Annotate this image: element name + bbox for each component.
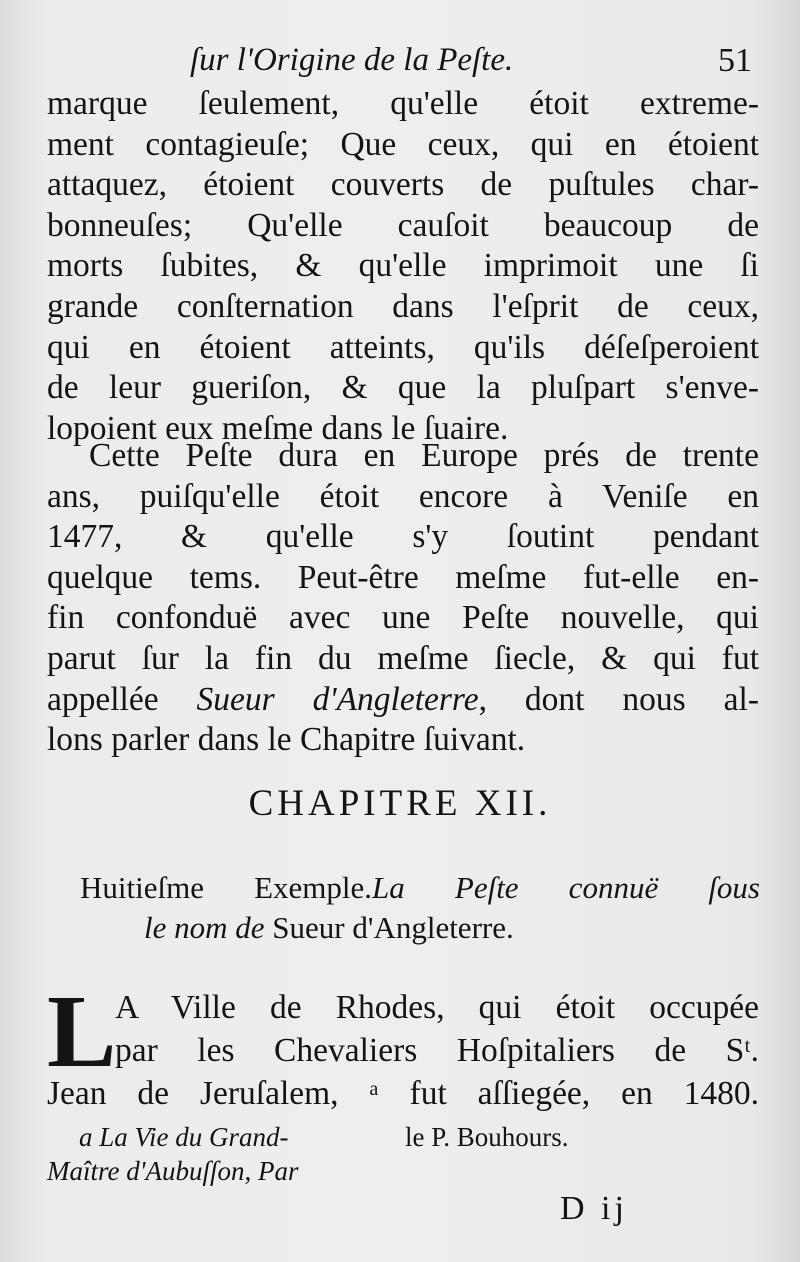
- chapter-heading: CHAPITRE XII.: [248, 783, 552, 824]
- text-fragment: appellée: [47, 680, 159, 718]
- subtitle-line: [80, 868, 760, 908]
- text-line: lons parler dans le Chapitre ſuivant.: [47, 721, 526, 759]
- text-line: parut ſur la fin du meſme ſiecle, & qui fut: [47, 639, 759, 677]
- text-line: Cette Peſte dura en Europe prés de trente: [89, 437, 759, 474]
- text-line: fin confonduë avec une Peſte nouvelle, qui: [47, 599, 759, 637]
- text-line: quelque tems. Peut-être meſme fut-elle en-: [47, 558, 759, 596]
- subtitle-roman: Huitieſme Exemple.: [80, 870, 373, 905]
- subtitle-roman: Sueur d'Angleterre.: [272, 910, 514, 945]
- footnote-a: a La Vie du Grand-: [79, 1122, 289, 1152]
- chapter-subtitle: [80, 868, 760, 948]
- drop-cap: L: [47, 974, 117, 1089]
- paragraph-2: [47, 436, 759, 761]
- text-line: bonneuſes; Qu'elle cauſoit beaucoup de: [47, 206, 759, 244]
- subtitle-italic: le nom de: [144, 910, 265, 945]
- paragraph-1: [47, 84, 759, 449]
- text-line: de leur gueriſon, & que la pluſpart s'enve-: [47, 369, 759, 407]
- text-line: lopoient eux meſme dans le ſuaire.: [47, 409, 509, 447]
- page-number: 51: [718, 42, 752, 79]
- subtitle-italic: La Peſte connuë ſous: [372, 870, 760, 905]
- footnote-a-continued: Maître d'Aubuſſon, Par: [47, 1156, 299, 1186]
- footnote-author: le P. Bouhours.: [405, 1122, 569, 1152]
- running-head: [0, 42, 800, 86]
- text-fragment: , dont nous al-: [478, 680, 759, 718]
- text-line: par les Chevaliers Hoſpitaliers de Sᵗ.: [115, 1032, 759, 1069]
- paragraph-3: [47, 974, 759, 1115]
- text-line: ment contagieuſe; Que ceux, qui en étoient: [47, 125, 759, 163]
- text-line: Jean de Jeruſalem, ᵃ fut aſſiegée, en 1480.: [47, 1075, 759, 1112]
- text-line: qui en étoient atteints, qu'ils déſeſperoient: [47, 328, 759, 366]
- text-line-with-italic: [47, 680, 759, 721]
- text-line: attaquez, étoient couverts de puſtules char-: [47, 166, 759, 204]
- subtitle-line: [80, 908, 760, 948]
- italic-term: Sueur d'Angleterre: [196, 680, 479, 718]
- text-line: ans, puiſqu'elle étoit encore à Veniſe en: [47, 477, 759, 515]
- running-head-title: ſur l'Origine de la Peſte.: [190, 42, 514, 78]
- text-line: morts ſubites, & qu'elle imprimoit une ſi: [47, 247, 759, 285]
- text-line: marque ſeulement, qu'elle étoit extreme-: [47, 85, 759, 122]
- text-line: 1477, & qu'elle s'y ſoutint pendant: [47, 518, 759, 556]
- text-line: grande conſternation dans l'eſprit de ceux,: [47, 287, 759, 325]
- text-line: A Ville de Rhodes, qui étoit occupée: [115, 989, 759, 1026]
- signature-mark: D ij: [560, 1190, 628, 1227]
